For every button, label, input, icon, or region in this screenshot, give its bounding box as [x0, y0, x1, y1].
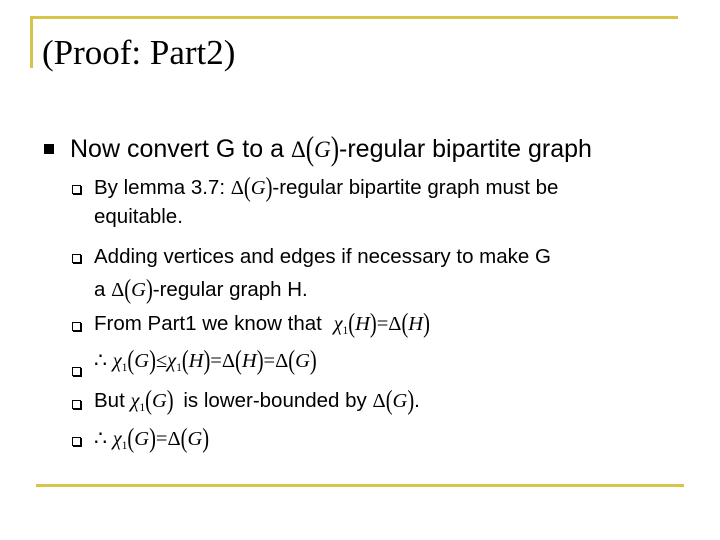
therefore-symbol: ∴ [94, 428, 108, 450]
sub-point-4 [94, 346, 317, 380]
paren-close: ) [330, 131, 340, 168]
math-var: H [241, 350, 257, 372]
math-var: H [355, 313, 370, 335]
paren-open: ( [127, 346, 135, 376]
chi-symbol: χ [167, 350, 177, 372]
main-point-text-after: -regular bipartite graph [339, 135, 592, 163]
chi-symbol: χ [112, 350, 122, 372]
hollow-square-bullet-icon [72, 437, 81, 446]
paren-open: ( [180, 424, 188, 454]
equals-sign: = [155, 428, 168, 450]
subscript: 1 [121, 439, 128, 452]
paren-close: ) [265, 173, 273, 203]
paren-open: ( [181, 346, 189, 376]
delta-symbol: Δ [388, 313, 402, 335]
paren-close: ) [203, 346, 211, 376]
sub-point-text: From Part1 we know that [94, 312, 322, 335]
delta-symbol: Δ [290, 137, 306, 162]
delta-symbol: Δ [111, 279, 125, 301]
sub-point-5 [94, 386, 420, 420]
subscript: 1 [121, 361, 128, 374]
hollow-square-bullet-icon [72, 185, 81, 194]
sub-point-text: is lower-bounded by [183, 389, 367, 412]
hollow-square-bullet-icon [72, 367, 81, 376]
sub-point-2-line-1: Adding vertices and edges if necessary to make G [94, 245, 551, 268]
sub-point-text: -regular bipartite graph must be [272, 176, 559, 199]
delta-symbol: Δ [275, 350, 289, 372]
math-var: H [408, 313, 424, 335]
paren-open: ( [235, 346, 242, 376]
math-var: G [134, 350, 150, 372]
subscript: 1 [139, 401, 146, 414]
paren-close: ) [423, 309, 430, 339]
paren-close: ) [256, 346, 264, 376]
equals-sign: = [263, 350, 276, 372]
sub-point-text: . [414, 389, 420, 412]
delta-symbol: Δ [167, 428, 181, 450]
chi-symbol: χ [130, 390, 140, 412]
sub-point-1-line-2: equitable. [94, 205, 183, 228]
paren-open: ( [401, 309, 409, 339]
math-var: G [151, 390, 167, 412]
paren-open: ( [288, 346, 296, 376]
sub-point-text: But [94, 389, 125, 412]
slide-title: (Proof: Part2) [42, 33, 236, 72]
hollow-square-bullet-icon [72, 254, 81, 263]
math-var: G [392, 390, 408, 412]
subscript: 1 [176, 361, 182, 374]
delta-symbol: Δ [372, 390, 386, 412]
math-var: G [295, 350, 310, 372]
sub-point-1-line-1 [94, 173, 559, 203]
math-var: H [188, 350, 204, 372]
chi-symbol: χ [333, 313, 343, 335]
paren-open: ( [124, 275, 132, 305]
sub-point-2-line-2 [94, 275, 308, 305]
paren-close: ) [407, 386, 415, 416]
paren-open: ( [305, 131, 315, 168]
main-point [70, 132, 592, 167]
paren-close: ) [202, 424, 210, 454]
subscript: 1 [342, 324, 349, 337]
sub-point-3 [94, 309, 430, 343]
frame-top-rule [30, 16, 678, 19]
sub-point-text: By lemma 3.7: [94, 176, 226, 199]
equals-sign: = [210, 350, 222, 372]
frame-bottom-rule [36, 484, 684, 487]
paren-open: ( [348, 309, 356, 339]
sub-point-text: a [94, 278, 106, 301]
delta-symbol: Δ [221, 350, 236, 372]
main-point-text-before: Now convert G to a [70, 135, 284, 163]
math-var: G [131, 279, 146, 301]
chi-symbol: χ [112, 428, 122, 450]
math-var: G [187, 428, 203, 450]
paren-close: ) [369, 309, 377, 339]
hollow-square-bullet-icon [72, 322, 81, 331]
paren-open: ( [145, 386, 152, 416]
delta-symbol: Δ [230, 177, 244, 199]
paren-open: ( [243, 173, 251, 203]
paren-close: ) [309, 346, 317, 376]
paren-open: ( [385, 386, 393, 416]
math-var: G [134, 428, 150, 450]
therefore-symbol: ∴ [94, 350, 108, 372]
paren-close: ) [145, 275, 153, 305]
frame-left-rule [30, 16, 33, 68]
paren-close: ) [166, 386, 174, 416]
hollow-square-bullet-icon [72, 400, 81, 409]
paren-close: ) [149, 424, 156, 454]
equals-sign: = [376, 313, 389, 335]
math-var: G [250, 177, 266, 199]
less-equal-sign: ≤ [155, 350, 168, 372]
math-var: G [314, 137, 331, 162]
sub-point-6 [94, 424, 210, 458]
filled-square-bullet-icon [44, 144, 54, 154]
paren-open: ( [127, 424, 135, 454]
sub-point-text: -regular graph H. [152, 278, 308, 301]
paren-close: ) [149, 346, 156, 376]
